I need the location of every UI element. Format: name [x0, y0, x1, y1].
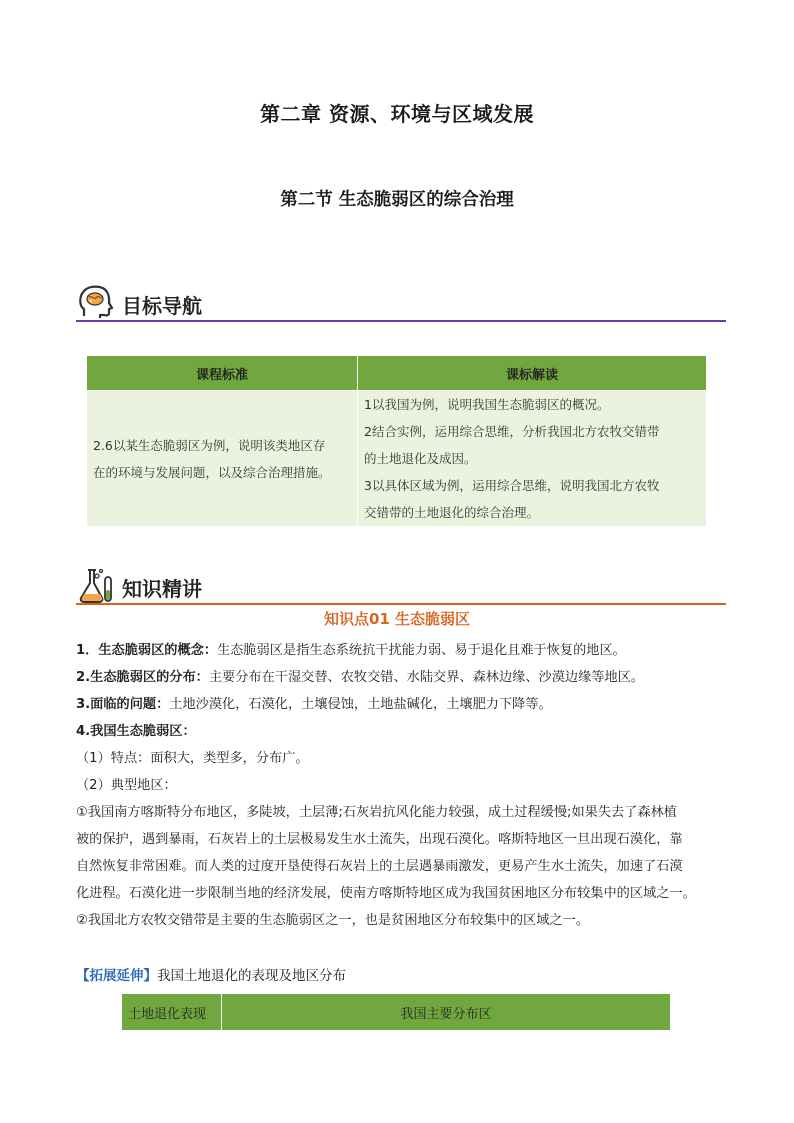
- cell-line: 在的环境与发展问题，以及综合治理措施。: [93, 464, 331, 480]
- list-item: [76, 664, 726, 691]
- region-line: 被的保护，遇到暴雨，石灰岩上的土层极易发生水土流失，出现石漠化。喀斯特地区一旦出现石漠化，靠: [76, 832, 683, 847]
- land-degradation-table: [121, 993, 671, 1031]
- cell-line: 交错带的土地退化的综合治理。: [364, 505, 540, 520]
- extension-title: 我国土地退化的表现及地区分布: [157, 968, 346, 984]
- knowledge-content: [76, 637, 726, 934]
- column-header: 课程标准: [87, 356, 358, 391]
- item-label: 4.我国生态脆弱区：: [76, 724, 196, 739]
- head-brain-icon: [76, 282, 116, 322]
- standard-cell: [87, 391, 358, 527]
- extension-bracket-label: 【拓展延伸】: [76, 968, 157, 984]
- item-text: 主要分布在干湿交替、农牧交错、水陆交界、森林边缘、沙漠边缘等地区。: [208, 670, 645, 685]
- cell-line: 的土地退化及成因。: [364, 451, 477, 466]
- cell-line: 2结合实例，运用综合思维，分析我国北方农牧交错带: [364, 424, 660, 439]
- banner-underline: [76, 320, 726, 322]
- section-title: 第二节 生态脆弱区的综合治理: [280, 190, 514, 210]
- banner-label: 知识精讲: [122, 577, 202, 601]
- list-item: [76, 637, 726, 664]
- extension-heading: [76, 964, 346, 984]
- chapter-title: 第二章 资源、环境与区域发展: [260, 102, 534, 126]
- region-line: ②我国北方农牧交错带是主要的生态脆弱区之一，也是贫困地区分布较集中的区域之一。: [76, 913, 589, 928]
- cell-line: 2.6以某生态脆弱区为例，说明该类地区存: [93, 437, 326, 453]
- knowledge-point-title: 知识点01 生态脆弱区: [323, 610, 471, 628]
- goal-navigation-banner: [76, 282, 726, 322]
- sub-item: （1）特点：面积大，类型多，分布广。: [76, 751, 309, 766]
- item-text: 生态脆弱区是指生态系统抗干扰能力弱、易于退化且难于恢复的地区。: [217, 643, 626, 658]
- region-line: ①我国南方喀斯特分布地区，多陡坡，土层薄;石灰岩抗风化能力较强，成土过程缓慢;如果失去了森林植: [76, 805, 677, 820]
- item-label: 1．生态脆弱区的概念：: [76, 643, 218, 658]
- cell-line: 1以我国为例，说明我国生态脆弱区的概况。: [364, 397, 610, 412]
- list-item: [76, 718, 726, 745]
- item-label: 2.生态脆弱区的分布：: [76, 670, 209, 685]
- sub-item: （2）典型地区：: [76, 778, 177, 793]
- flask-icon: [76, 565, 116, 605]
- item-label: 3.面临的问题：: [76, 697, 170, 712]
- table-header-row: [87, 356, 707, 391]
- interpretation-cell: [358, 391, 707, 527]
- column-header: 土地退化表现: [122, 994, 222, 1031]
- item-text: 土地沙漠化，石漠化，土壤侵蚀，土地盐碱化，土壤肥力下降等。: [169, 697, 552, 712]
- column-header: 课标解读: [358, 356, 707, 391]
- column-header: 我国主要分布区: [222, 994, 671, 1031]
- banner-label: 目标导航: [122, 294, 202, 318]
- curriculum-standards-table: [86, 355, 707, 527]
- table-header-row: [122, 994, 671, 1031]
- region-line: 自然恢复非常困难。而人类的过度开垦使得石灰岩上的土层遇暴雨激发，更易产生水土流失，加速了石漠: [76, 859, 683, 874]
- table-row: [87, 391, 707, 527]
- knowledge-lecture-banner: [76, 565, 726, 605]
- list-item: [76, 691, 726, 718]
- banner-underline: [76, 603, 726, 605]
- cell-line: 3以具体区域为例，运用综合思维，说明我国北方农牧: [364, 478, 660, 493]
- region-line: 化进程。石漠化进一步限制当地的经济发展，使南方喀斯特地区成为我国贫困地区分布较集中的区域之一。: [76, 886, 696, 901]
